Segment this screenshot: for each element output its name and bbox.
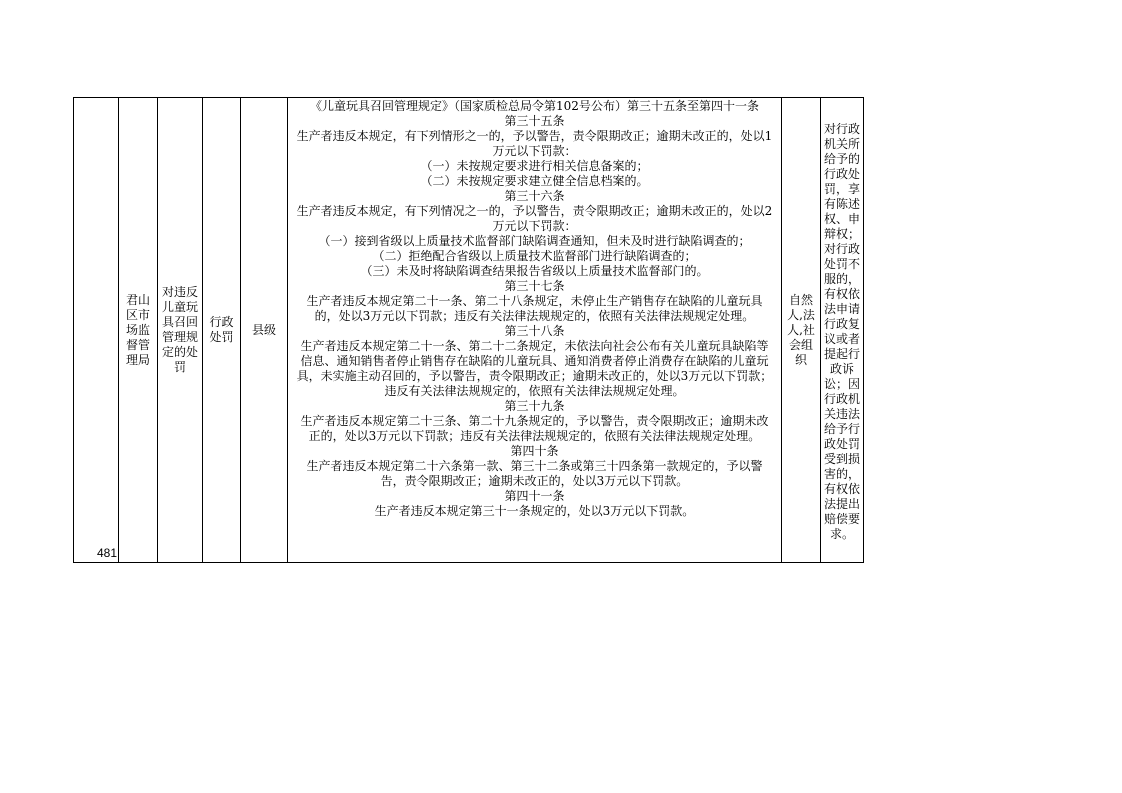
power-list-table (73, 97, 864, 563)
basis-line: 第三十五条 (504, 114, 565, 128)
basis-line: 第三十九条 (504, 399, 565, 413)
legal-basis-cell (288, 98, 782, 563)
rights-cell (821, 98, 864, 563)
basis-line: 生产者违反本规定第二十一条、第二十八条规定，未停止生产销售存在缺陷的儿童玩具的，处以3万元以下罚款；违反有关法律法规规定的，依照有关法律法规规定处理。 (306, 294, 763, 323)
basis-line: 生产者违反本规定第二十三条、第二十九条规定的，予以警告，责令限期改正；逾期未改正的，处以3万元以下罚款；违反有关法律法规规定的，依照有关法律法规规定处理。 (300, 414, 769, 443)
power-type: 行政处罚 (209, 315, 234, 344)
level-cell (241, 98, 288, 563)
legal-basis-text (288, 98, 781, 520)
department-cell (119, 98, 158, 563)
basis-line: 生产者违反本规定，有下列情况之一的，予以警告，责令限期改正；逾期未改正的，处以2万元以下罚款： (296, 204, 773, 233)
basis-line: 生产者违反本规定第二十一条、第二十二条规定，未依法向社会公布有关儿童玩具缺陷等信息、通知销售者停止销售存在缺陷的儿童玩具、通知消费者停止消费存在缺陷的儿童玩具，未实施主动召回的，予以警告，责令限期改正；逾期未改正的，处以3万元以下罚款；违反有关法律法规规定的，依照有关法律法规规定处理。 (296, 339, 773, 398)
basis-line: （一）接到省级以上质量技术监督部门缺陷调查通知，但未及时进行缺陷调查的； (318, 234, 751, 248)
item-name: 对违反儿童玩具召回管理规定的处罚 (161, 285, 198, 374)
basis-line: 第三十八条 (504, 324, 565, 338)
type-cell (203, 98, 241, 563)
target-object-cell (782, 98, 821, 563)
basis-line: （二）未按规定要求建立健全信息档案的。 (420, 174, 649, 188)
row-number: 481 (96, 546, 117, 560)
basis-line: （三）未及时将缺陷调查结果报告省级以上质量技术监督部门的。 (360, 264, 709, 278)
basis-line: 生产者违反本规定第三十一条规定的，处以3万元以下罚款。 (374, 504, 695, 518)
basis-line: 生产者违反本规定第二十六条第一款、第三十二条或第三十四条第一款规定的，予以警告，责令限期改正；逾期未改正的，处以3万元以下罚款。 (306, 459, 763, 488)
department-name: 君山区市场监督管理局 (125, 292, 150, 367)
rights-text: 对行政机关所给予的行政处罚，享有陈述权、申辩权；对行政处罚不服的，有权依法申请行政复议或者提起行政诉讼；因行政机关违法给予行政处罚受到损害的，有权依法提出赔偿要求。 (823, 122, 860, 541)
row-number-cell (74, 98, 119, 563)
enforcement-level: 县级 (251, 322, 276, 337)
basis-line: （一）未按规定要求进行相关信息备案的； (420, 159, 649, 173)
basis-line: 第三十六条 (504, 189, 565, 203)
item-cell (158, 98, 203, 563)
basis-line: 第三十七条 (504, 279, 565, 293)
basis-line: 第四十一条 (504, 489, 565, 503)
basis-line: （二）拒绝配合省级以上质量技术监督部门进行缺陷调查的； (372, 249, 697, 263)
table-row (74, 98, 864, 563)
target-object: 自然人,法人,社会组织 (787, 292, 815, 367)
basis-line: 第四十条 (510, 444, 559, 458)
basis-line: 生产者违反本规定，有下列情形之一的，予以警告，责令限期改正；逾期未改正的，处以1万元以下罚款： (296, 129, 773, 158)
basis-line: 《儿童玩具召回管理规定》（国家质检总局令第102号公布）第三十五条至第四十一条 (310, 99, 759, 113)
